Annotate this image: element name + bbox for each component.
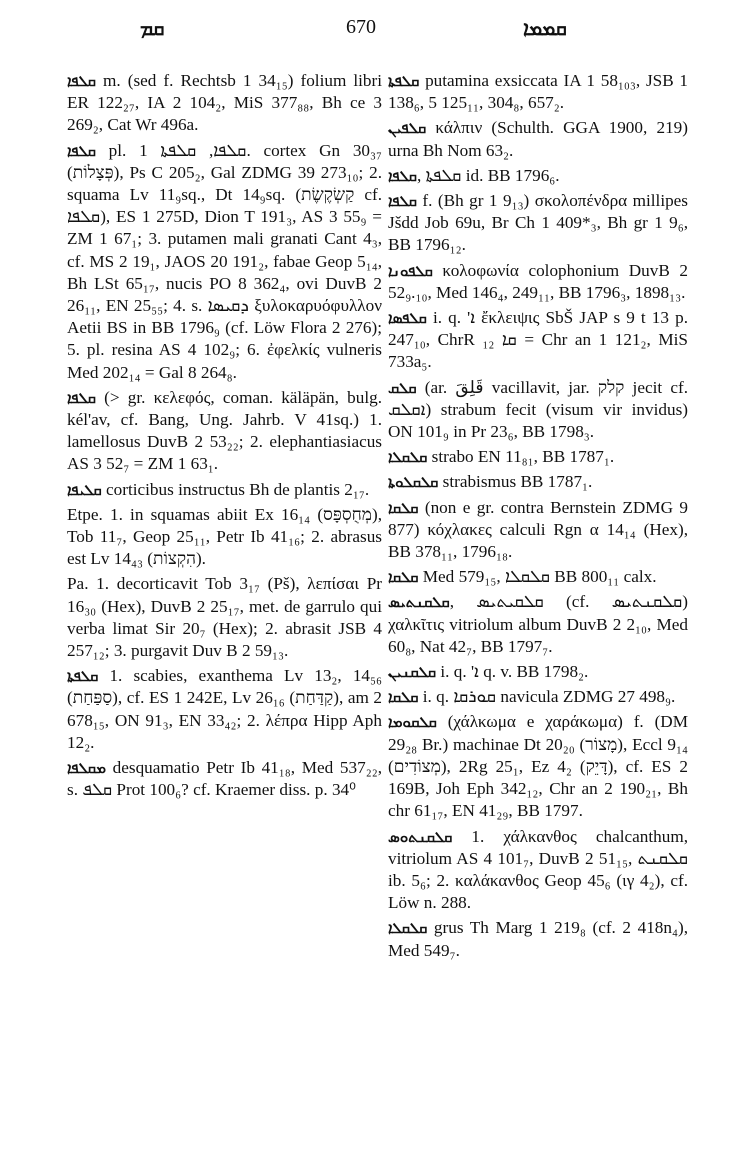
- entry-lemma: ܩܠܦܬܐ: [67, 667, 99, 686]
- entry-lemma: ܩܠܦܐ: [388, 192, 417, 211]
- entry-text: , ܩܠܦܬܐ id. BB 1796₆.: [416, 165, 560, 185]
- entry-text: , ܩܠܩܝܬܝܣ (cf. ܩܠܩܢܬܝܣ) χαλκῖτις vitriolum album DuvB 2 2₁₀, Med 60₈, Nat 42₇, BB 1797₇.: [388, 592, 689, 656]
- entry-text: corticibus instructus Bh de plantis 2₁₇.: [101, 479, 370, 499]
- entry-text: putamina exsiccata IA 1 58₁₀₃, JSB 1 138₆, 5 125₁₁, 304₈, 657₂.: [388, 71, 688, 113]
- entry-lemma: ܩܠܩܐ: [388, 688, 419, 707]
- dictionary-entry: [67, 757, 382, 801]
- entry-lemma: ܩܠܩܠܐ: [388, 919, 428, 938]
- entry-lemma: ܩܠܝܦܐ: [67, 480, 102, 499]
- entry-lemma: ܩܠܦܐ: [67, 72, 96, 90]
- dictionary-entry: [388, 70, 688, 114]
- entry-lemma: ܡܩܠܦܐ: [67, 759, 106, 778]
- dictionary-entry: [67, 479, 382, 501]
- dictionary-entry: [388, 591, 688, 658]
- header-right-catchword: ܩܡܡܐ: [523, 16, 567, 40]
- entry-text: m. (sed f. Rechtsb 1 34₁₅) folium libri ER 122₂₇, IA 2 104₂, MiS 377₈₈, Bh ce 3 269₂, Cat Wr 496a.: [67, 71, 382, 135]
- entry-text: 1. scabies, exanthema Lv 13₂, 14₅₆ (סַפַּחַת), cf. ES 1 242E, Lv 26₁₆ (קַדַּחַת), am 2 678₁₅, ON 91₃, EN 33₄₂; 2. λέπρα Hipp Aph 12₂.: [67, 666, 382, 752]
- entry-text: i. q. 'ܐ q. v. BB 1798₂.: [436, 662, 589, 682]
- entry-text: κάλπιν (Schulth. GGA 1900, 219) urna Bh Nom 63₂.: [388, 118, 688, 160]
- entry-text: (non e gr. contra Bernstein ZDMG 9 877) κόχλακες calculi Rgn α 14₁₄ (Hex), BB 378₁₁, 1796₁₈.: [388, 497, 688, 562]
- dictionary-entry: [388, 566, 688, 588]
- page-number: 670: [346, 16, 376, 38]
- dictionary-entry: [388, 661, 688, 683]
- entry-lemma: ܩܠܩܠܐ: [388, 448, 428, 467]
- dictionary-entry: [388, 377, 688, 444]
- entry-text: i. q. ܩܘܪܩܐ navicula ZDMG 27 498₉.: [418, 687, 676, 707]
- dictionary-entry: [388, 190, 688, 257]
- entry-lemma: ܩܠܦܝܢ: [388, 119, 427, 138]
- entry-text: desquamatio Petr Ib 41₁₈, Med 537₂₂, s. ܩܠܦ Prot 100₆? cf. Kraemer diss. p. 34⁰: [67, 758, 382, 800]
- entry-lemma: ܩܠܩ: [388, 378, 417, 397]
- entry-lemma: ܩܠܦܐ: [67, 388, 96, 407]
- entry-lemma: ܩܠܦܐ: [388, 166, 417, 185]
- entry-text: grus Th Marg 1 219₈ (cf. 2 418n₄), Med 549₇.: [388, 918, 688, 960]
- dictionary-entry: [67, 573, 382, 662]
- dictionary-entry: [67, 70, 382, 137]
- entry-lemma: ܩܠܦܬܐ: [388, 72, 420, 90]
- entry-lemma: ܩܠܦܐ: [67, 141, 96, 160]
- entry-text: 1. χάλκανθος chalcanthum, vitriolum AS 4 101₇, DuvB 2 51₁₅, ܩܠܩܢܬ ib. 5₆; 2. καλάκανθος Geop 45₆ (ιγ 4₂), cf. Löw n. 288.: [388, 826, 688, 913]
- entry-text: (> gr. κελεφός, coman. käläpän, bulg. kél'av, cf. Bang, Ung. Jahrb. V 41sq.) 1. lamellosus DuvB 2 53₂₂; 2. elephantiasiacus AS 3 52₇ = ZM 1 63₁.: [67, 387, 382, 474]
- dictionary-entry: [388, 165, 688, 187]
- entry-text: strabo EN 11₈₁, BB 1787₁.: [427, 447, 615, 467]
- dictionary-entry: [388, 117, 688, 161]
- dictionary-entry: [67, 140, 382, 384]
- dictionary-entry: [67, 387, 382, 476]
- entry-text: pl. ܩܠܦܐ, ܩܠܦܬܐ 1. cortex Gn 30₃₇ (פְּצָלוֹת), Ps C 205₂, Gal ZDMG 39 273₁₀; 2. squama Lv 11₉sq., Dt 14₉sq. (קַשְׂקֶשֶׂת cf. ܩܠܦܐ), ES 1 275D, Dion T 191₃, AS 3 55₉ = ZM 1 67₁; 3. putamen mali granati Cant 4₃, cf. MS 2 19₁, JAOS 20 191₂, fabae Geop 5₁₄, Bh LSt 65₁₇, nucis PO 8 362₄, ovi DuvB 2 26₁₁, EN 25₅₅; 4. s. ܕܩܝܣܐ ξυλοκαρυόφυλλον Aetii BS in BB 1796₉ (cf. Löw Flora 2 276); 5. pl. resina AS 4 102₉; 6. ἐφελκίς vulneris Med 202₁₄ = Gal 8 264₈.: [67, 140, 383, 382]
- entry-lemma: ܩܠܩܢܬܝܣ: [388, 593, 450, 612]
- entry-text: κολοφωνία colophonium DuvB 2 52₉.₁₀, Med 146₄, 249₁₁, BB 1796₃, 1898₁₃.: [388, 260, 688, 302]
- entry-text: Etpe. 1. in squamas abiit Ex 16₁₄ (מְחֻסְפָּס), Tob 11₇, Geop 25₁₁, Petr Ib 41₁₆; 2. abrasus est Lv 14₄₃ (הִקְצוֹת).: [67, 504, 382, 569]
- dictionary-entry: [388, 307, 688, 374]
- dictionary-entry: [67, 504, 382, 571]
- dictionary-entry: [388, 260, 688, 304]
- entry-text: f. (Bh gr 1 9₁₃) σκολοπένδρα millipes Jšdd Job 69u, Br Ch 1 409*₃, Bh gr 1 9₆, BB 1796₁₂.: [388, 191, 688, 255]
- entry-text: Pa. 1. decorticavit Tob 3₁₇ (Pš), λεπίσαι Pr 16₃₀ (Hex), DuvB 2 25₁₇, met. de garrulo qui verba limat Sir 20₇ (Hex); 2. abrasit JSB 4 257₁₂; 3. purgavit Duv B 2 59₁₃.: [67, 574, 382, 661]
- dictionary-entry: [388, 686, 688, 708]
- entry-text: (ar. قَلِقَ vacillavit, jar. קלק jecit cf. ܐܩܠܩ) strabum fecit (visum vir invidus) ON 101₉ in Pr 23₆, BB 1798₃.: [388, 377, 688, 442]
- right-column: [388, 70, 688, 965]
- entry-text: strabismus BB 1787₁.: [438, 472, 593, 492]
- dictionary-entry: [67, 665, 382, 754]
- header-left-catchword: ܩܡ: [140, 16, 165, 40]
- entry-lemma: ܩܠܩܢܝܢ: [388, 663, 437, 682]
- entry-lemma: ܩܠܦܣܐ: [388, 309, 427, 328]
- entry-lemma: ܩܠܩܢܬܘܣ: [388, 827, 453, 846]
- entry-text: i. q. 'ܐ ἔκλειψις SbŠ JAP s 9 t 13 p. 247₁₀, ChrR ܩܐ ₁₂ = Chr an 1 121₂, MiS 733a₅.: [388, 308, 688, 372]
- entry-lemma: ܩܠܩܘܡܐ: [388, 713, 437, 732]
- entry-lemma: ܩܠܩܠܘܬܐ: [388, 473, 439, 492]
- entry-lemma: ܩܠܦܘܢܐ: [388, 261, 433, 280]
- dictionary-entry: [388, 711, 688, 822]
- dictionary-entry: [388, 497, 688, 564]
- entry-lemma: ܩܠܩܐ: [388, 568, 419, 587]
- entry-text: Med 579₁₅, ܩܠܩܠܐ BB 800₁₁ calx.: [418, 567, 657, 587]
- entry-lemma: ܩܠܩܐ: [388, 498, 419, 517]
- entry-text: (χάλκωμα e χαράκωμα) f. (DM 29₂₈ Br.) machinae Dt 20₂₀ (מָצוֹר), Eccl 9₁₄ (מְצוֹדִים), 2Rg 25₁, Ez 4₂ (דָּיֵק), cf. ES 2 169B, Joh Eph 342₁₂, Chr an 2 190₂₁, Bh chr 61₁₇, EN 41₂₉, BB 1797.: [388, 712, 688, 821]
- dictionary-entry: [388, 446, 688, 468]
- dictionary-entry: [388, 471, 688, 493]
- dictionary-entry: [388, 917, 688, 961]
- dictionary-entry: [388, 826, 688, 915]
- page-header: [0, 14, 750, 44]
- left-column: [67, 70, 382, 805]
